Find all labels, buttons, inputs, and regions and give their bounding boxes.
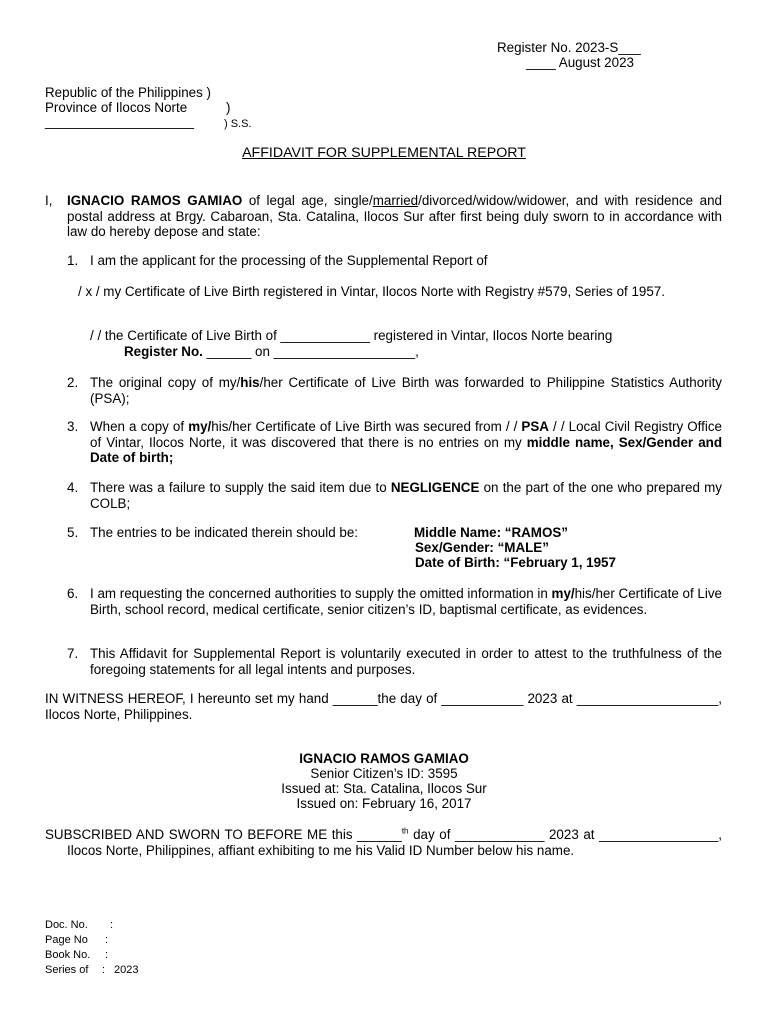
entry-date-of-birth: Date of Birth: “February 1, 1957 — [415, 555, 616, 570]
book-no-sep: : — [105, 949, 109, 961]
series-sep: : — [102, 964, 106, 976]
option-a: / x / my Certificate of Live Birth registered in Vintar, Ilocos Norte with Registry #579, Series of 1957. — [78, 284, 665, 299]
venue-republic: Republic of the Philippines ) — [45, 85, 211, 100]
item-4-text: There was a failure to supply the said item due to NEGLIGENCE on the part of the one who prepared my COLB; — [90, 480, 722, 511]
entry-sex-gender: Sex/Gender: “MALE” — [415, 540, 549, 555]
register-number: Register No. 2023-S___ — [497, 40, 641, 55]
register-date: ____ August 2023 — [526, 55, 634, 70]
witness-paragraph: IN WITNESS HEREOF, I hereunto set my hand ______the day of ___________ 2023 at ___________________, Ilocos Norte, Philippines. — [45, 691, 722, 722]
document-title: AFFIDAVIT FOR SUPPLEMENTAL REPORT — [242, 145, 526, 161]
page-no-sep: : — [105, 934, 109, 946]
jurat-paragraph: SUBSCRIBED AND SWORN TO BEFORE ME this ______$^{th}$ day of ____________ 2023 at ________________, Ilocos Norte, Philippines, affiant exhibiting to me his Valid ID Number below his name. — [45, 826, 722, 858]
item-3-text: When a copy of my/his/her Certificate of Live Birth was secured from / / PSA / / Local Civil Registry Office of Vintar, Ilocos Norte, it was discovered that there is no entries on my middle name, Sex/Gender and Date of birth; — [90, 419, 723, 465]
item-1-text: I am the applicant for the processing of the Supplemental Report of — [90, 253, 488, 268]
item-6-text: I am requesting the concerned authorities to supply the omitted information in my/his/her Certificate of Live Birth, school record, medical certificate, senior citizen’s ID, baptismal certificate, as evidences. — [90, 586, 722, 617]
venue-blank: ____________________ — [45, 114, 194, 129]
item-4-number: 4. — [67, 480, 79, 495]
affiant-name: IGNACIO RAMOS GAMIAO — [67, 193, 243, 208]
signatory-issued-on: Issued on: February 16, 2017 — [296, 796, 472, 811]
signatory-name: IGNACIO RAMOS GAMIAO — [299, 751, 469, 766]
option-b: / / the Certificate of Live Birth of ____________ registered in Vintar, Ilocos Norte bearing — [90, 328, 613, 343]
intro-paragraph: IGNACIO RAMOS GAMIAO of legal age, single/married/divorced/widow/widower, and with residence and postal address at Brgy. Cabaroan, Sta. Catalina, Ilocos Sur after first being duly sworn to in accordance with law do hereby depose and state: — [67, 193, 722, 239]
item-6-number: 6. — [67, 586, 79, 601]
item-5-text: The entries to be indicated therein should be: — [90, 525, 358, 540]
signatory-id: Senior Citizen’s ID: 3595 — [310, 766, 458, 781]
item-2-number: 2. — [67, 375, 79, 390]
intro-lead: I, — [45, 193, 53, 208]
page-no-label: Page No — [45, 934, 88, 946]
entry-middle-name: Middle Name: “RAMOS” — [414, 525, 569, 540]
doc-no-sep: : — [110, 919, 114, 931]
item-7-number: 7. — [67, 646, 79, 661]
civil-status-married: married — [372, 193, 419, 208]
series-value: 2023 — [114, 964, 139, 976]
item-2-text: The original copy of my/his/her Certificate of Live Birth was forwarded to Philippine Statistics Authority (PSA); — [90, 375, 722, 406]
signatory-issued-at: Issued at: Sta. Catalina, Ilocos Sur — [281, 781, 487, 796]
item-5-number: 5. — [67, 525, 79, 540]
option-b-register: Register No. ______ on ___________________, — [124, 344, 419, 359]
venue-province: Province of Ilocos Norte — [45, 100, 188, 115]
venue-paren: ) — [226, 100, 231, 115]
series-label: Series of — [45, 964, 89, 976]
item-7-text: This Affidavit for Supplemental Report is voluntarily executed in order to attest to the truthfulness of the foregoing statements for all legal intents and purposes. — [90, 646, 722, 677]
venue-ss: ) S.S. — [224, 118, 252, 130]
book-no-label: Book No. — [45, 949, 91, 961]
doc-no-label: Doc. No. — [45, 919, 88, 931]
item-1-number: 1. — [67, 253, 79, 268]
item-3-number: 3. — [67, 419, 79, 434]
